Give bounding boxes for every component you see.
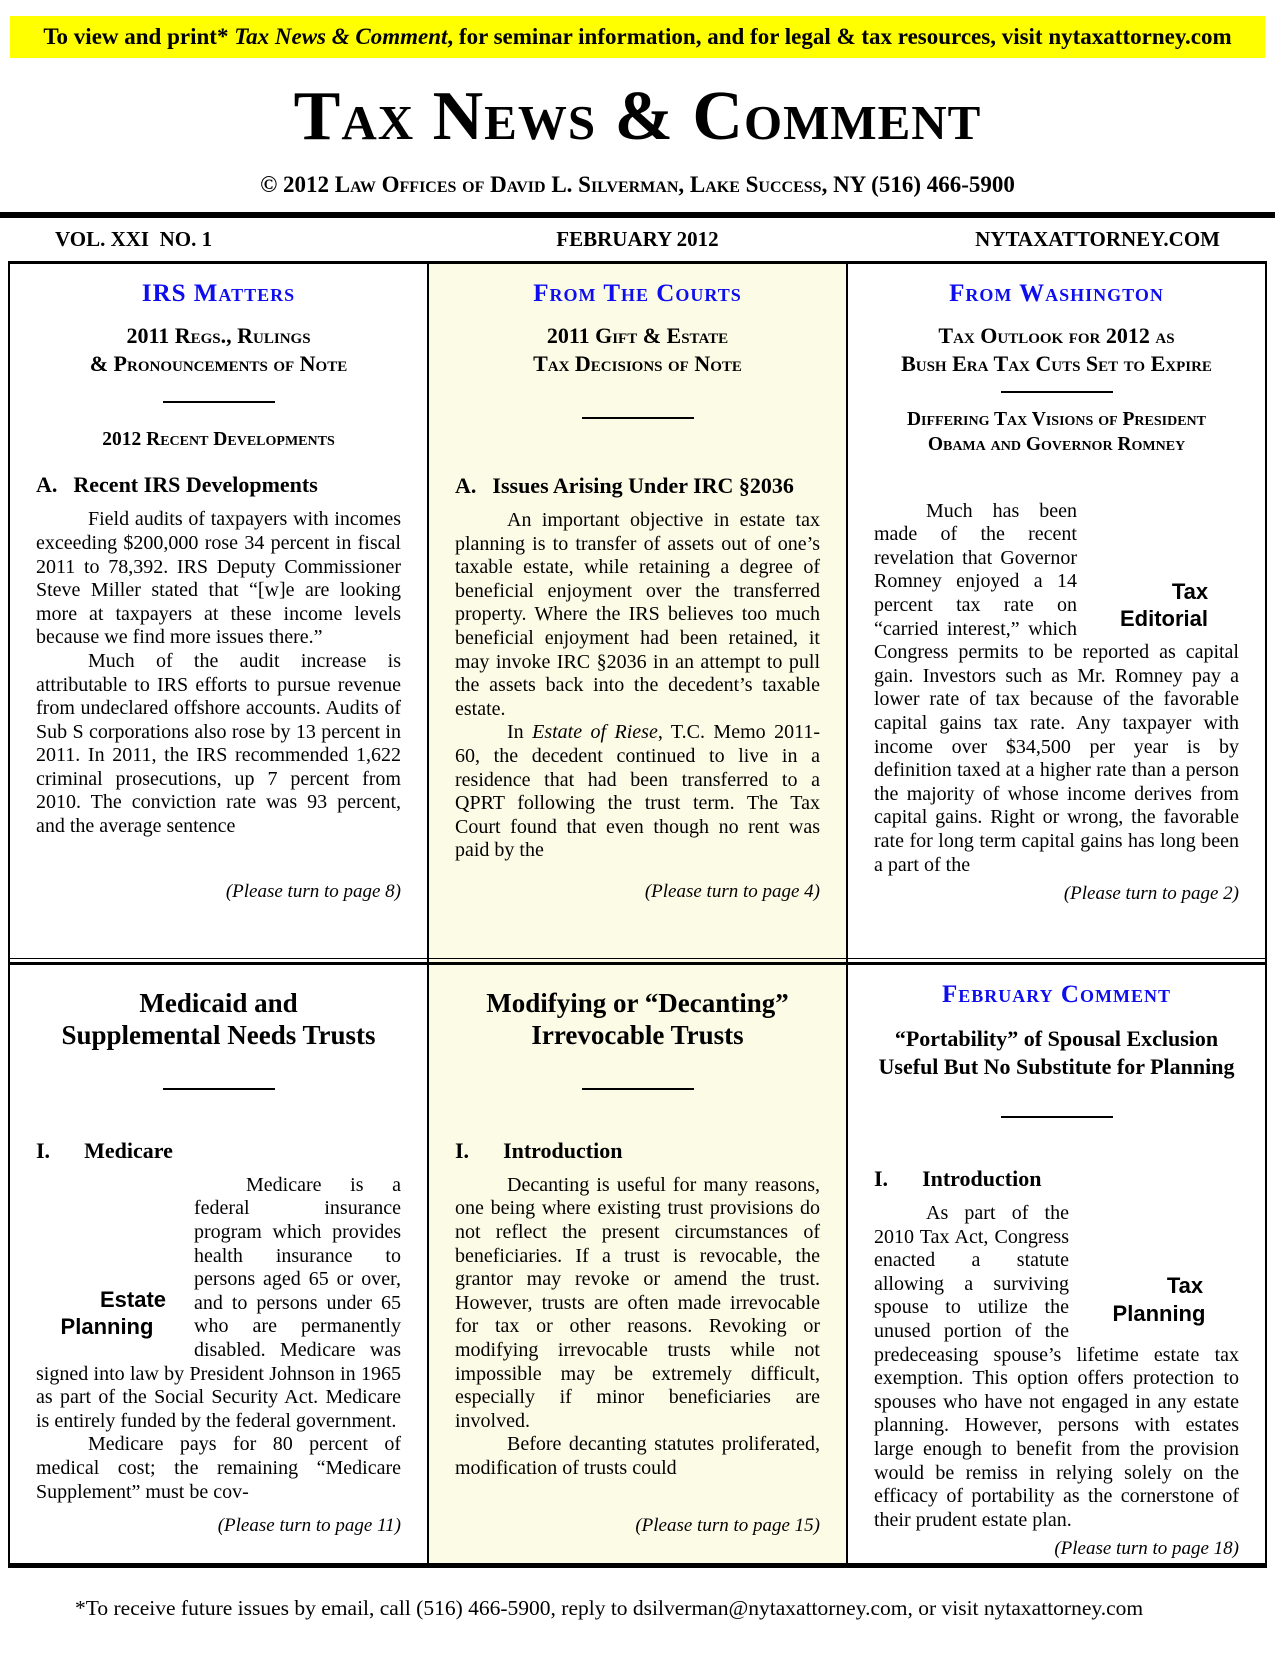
- body-paragraph: Medicare pays for 80 percent of medical cost; the remaining “Medicare Supplement” must be cov-: [36, 1433, 401, 1503]
- section-heading-2036: [455, 473, 820, 499]
- panel-from-washington: [848, 264, 1265, 958]
- story-title-line1: Modifying or “Decanting”: [486, 988, 789, 1018]
- body-paragraph: Much of the audit increase is attributable to IRS efforts to pursue revenue from undeclared offshore accounts. Audits of Sub S corporations also rose by 13 percent in 2011. In 2011, the IRS recommended 1,622 criminal prosecutions, up 7 percent from 2010. The conviction rate was 93 percent, and the average sentence: [36, 649, 401, 838]
- subhead-irs: [36, 322, 401, 377]
- subhead-irs-developments: 2012 Recent Developments: [102, 429, 335, 450]
- continuation-note: (Please turn to page 18): [1054, 1538, 1239, 1560]
- section-heading-introduction: [874, 1166, 1239, 1192]
- column-right: [846, 264, 1265, 1563]
- continuation-note: (Please turn to page 11): [217, 1515, 401, 1536]
- continuation-note: (Please turn to page 2): [1063, 883, 1239, 905]
- continuation-note: (Please turn to page 4): [644, 881, 820, 902]
- section-numeral: I.: [874, 1166, 889, 1191]
- tax-planning-label: Tax Planning: [1112, 1273, 1206, 1326]
- masthead-site: NYTAXATTORNEY.COM: [975, 227, 1220, 251]
- divider-rule: [163, 401, 275, 403]
- panel-february-comment: [848, 965, 1265, 1563]
- subhead-visions-line1: Differing Tax Visions of President: [906, 409, 1207, 430]
- section-title: Introduction: [922, 1166, 1042, 1191]
- story-title-line2: Useful But No Substitute for Planning: [878, 1053, 1235, 1079]
- subhead-irs-line2: & Pronouncements of Note: [89, 350, 348, 376]
- body-paragraph: Decanting is useful for many reasons, one being where existing trust provisions do not reflect the present circumstances of beneficiaries. If a trust is revocable, the grantor may revoke or amend the trust. However, trusts are often made irrevocable for tax or other reasons. Revoking or modifying irrevocable trusts while not impossible may be extremely difficult, especially if minor beneficiaries are involved.: [455, 1173, 820, 1432]
- subhead-washington-line1: Tax Outlook for 2012 as: [938, 323, 1175, 348]
- story-title-medicaid: [36, 987, 401, 1052]
- tax-editorial-label: Tax Editorial: [1119, 578, 1209, 632]
- case-name: Estate of Riese: [532, 721, 658, 744]
- masthead-date: FEBRUARY 2012: [556, 227, 719, 251]
- body-paragraph: Field audits of taxpayers with incomes exceeding $200,000 rose 34 percent in fiscal 2011 to 78,392. IRS Deputy Commissioner Steve Miller stated that “[w]e are looking more at taxpayers at these income levels because we find more issues there.”: [36, 508, 401, 649]
- section-title: Issues Arising Under IRC §2036: [492, 473, 794, 498]
- banner-text-post: , for seminar information, and for legal & tax resources, visit nytaxattorney.com: [447, 24, 1232, 49]
- subhead-courts-line2: Tax Decisions of Note: [533, 350, 742, 376]
- subhead-washington-line2: Bush Era Tax Cuts Set to Expire: [901, 350, 1212, 376]
- body-text: In: [507, 721, 533, 744]
- continuation-note: (Please turn to page 8): [225, 881, 401, 902]
- row-divider-rule: [429, 958, 846, 965]
- body-paragraph: [455, 721, 820, 863]
- page-title: Tax News & Comment: [293, 78, 982, 155]
- body-paragraph: [874, 500, 1239, 878]
- body-paragraph: Before decanting statutes proliferated, modification of trusts could: [455, 1433, 820, 1479]
- banner-newsletter-name: Tax News & Comment: [234, 24, 448, 49]
- continuation-note: (Please turn to page 15): [635, 1515, 820, 1536]
- story-title-line2: Supplemental Needs Trusts: [61, 1020, 376, 1051]
- row-divider-rule: [10, 958, 427, 965]
- body-text: Much has been made of the recent revelation that Governor Romney enjoyed a 14 percent tax rate on “carried interest,” which Congress permits to be reported as capital gain. Investors such as Mr. Romney pay a lower rate of tax because of the favorable capital gains tax rate. Any taxpayer with income over $34,500 per year is by definition taxed at a higher rate than a person the majority of whose income derives from capital gains. Right or wrong, the favorable rate for long term capital gains has long been a part of the: [874, 499, 1239, 876]
- column-middle: [427, 264, 846, 1563]
- divider-rule: [163, 1088, 275, 1090]
- banner-text-pre: To view and print*: [43, 24, 235, 49]
- body-paragraph: [874, 1202, 1239, 1532]
- section-heading-introduction: [455, 1138, 820, 1164]
- section-heading-medicare: [36, 1138, 401, 1164]
- panel-from-the-courts: [429, 264, 846, 958]
- column-left: [10, 264, 427, 1563]
- panel-decanting-trusts: [429, 965, 846, 1563]
- body-text: As part of the 2010 Tax Act, Congress enacted a statute allowing a surviving spouse to utilize the unused portion of the predeceasing spouse’s lifetime estate tax exemption. This option offers protection to spouses who have not engaged in any estate planning. However, persons with estates large enough to benefit from the provision would be remiss in relying solely on the efficacy of portability as the cornerstone of their prudent estate plan.: [874, 1202, 1239, 1531]
- panel-medicaid-trusts: [10, 965, 427, 1563]
- kicker-from-the-courts: From The Courts: [533, 280, 742, 307]
- section-title: Medicare: [84, 1137, 173, 1163]
- story-title-line2: Irrevocable Trusts: [531, 1020, 744, 1051]
- masthead-volume: VOL. XXI NO. 1: [55, 227, 213, 251]
- story-title-line1: Medicaid and: [139, 988, 298, 1018]
- body-text: Medicare is a federal insurance program which provides health insurance to persons aged 65 or over, and to persons under 65 who are permanently disabled. Medicare was signed into law by President Johnson in 1965 as part of the Social Security Act. Medicare is entirely funded by the federal government.: [36, 1173, 401, 1432]
- section-title: Recent IRS Developments: [73, 472, 318, 498]
- section-numeral: I.: [455, 1137, 470, 1163]
- subhead-visions-line2: Obama and Governor Romney: [927, 434, 1186, 456]
- section-letter: A.: [36, 472, 58, 498]
- panel-irs-matters: [10, 264, 427, 958]
- subhead-washington-visions: [874, 407, 1239, 458]
- kicker-from-washington: From Washington: [949, 280, 1164, 307]
- subhead-courts-line1: 2011 Gift & Estate: [546, 323, 729, 348]
- divider-rule: [1001, 1116, 1113, 1118]
- kicker-irs-matters: IRS Matters: [141, 280, 296, 307]
- section-numeral: I.: [36, 1137, 51, 1163]
- divider-rule: [582, 1088, 694, 1090]
- divider-rule: [582, 417, 694, 419]
- subhead-washington: [874, 322, 1239, 377]
- section-letter: A.: [455, 473, 477, 498]
- subhead-irs-line1: 2011 Regs., Rulings: [126, 323, 311, 348]
- top-banner: [10, 16, 1265, 58]
- kicker-february-comment: February Comment: [942, 981, 1171, 1008]
- story-title-decanting: [455, 987, 820, 1052]
- section-heading-irs: [36, 472, 401, 498]
- row-divider-rule: [848, 958, 1265, 965]
- estate-planning-label: Estate Planning: [60, 1286, 167, 1340]
- body-text: , T.C. Memo 2011-60, the decedent continued to live in a residence that had been transferred to a QPRT following the trust term. The Tax Court found that even though no rent was paid by the: [455, 721, 820, 862]
- copyright-line: © 2012 Law Offices of David L. Silverman, Lake Success, NY (516) 466-5900: [260, 172, 1015, 197]
- section-title: Introduction: [503, 1137, 623, 1163]
- story-title-line1: “Portability” of Spousal Exclusion: [894, 1026, 1219, 1051]
- footer-subscription-note: *To receive future issues by email, call (516) 466-5900, reply to dsilverman@nytaxattorney.com, or visit nytaxattorney.com: [75, 1596, 1144, 1620]
- body-paragraph: An important objective in estate tax planning is to transfer of assets out of one’s taxable estate, while retaining a degree of beneficial enjoyment over the transferred property. Where the IRS believes too much beneficial enjoyment had been retained, it may invoke IRC §2036 in an attempt to pull the assets back into the decedent’s taxable estate.: [455, 509, 820, 720]
- masthead-row: [0, 218, 1275, 261]
- body-paragraph: [36, 1174, 401, 1434]
- story-title-portability: [874, 1025, 1239, 1080]
- subhead-courts: [455, 322, 820, 377]
- newsletter-grid: [8, 261, 1267, 1568]
- divider-rule: [1001, 391, 1113, 393]
